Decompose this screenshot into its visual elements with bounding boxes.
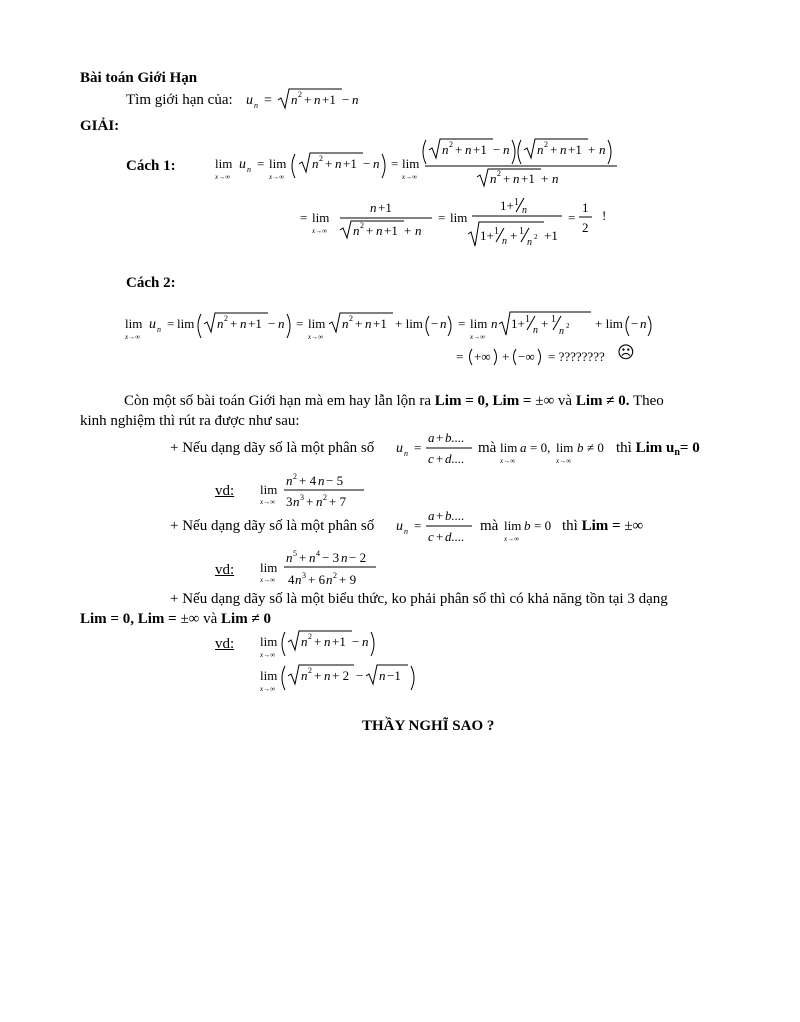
svg-text:lim: lim bbox=[125, 316, 143, 331]
svg-text:+: + bbox=[541, 316, 549, 331]
svg-text:x→∞: x→∞ bbox=[215, 173, 231, 181]
svg-text:x→∞: x→∞ bbox=[470, 333, 486, 341]
svg-text:u: u bbox=[149, 317, 156, 332]
svg-text:n: n bbox=[365, 316, 372, 331]
svg-text:− 5: − 5 bbox=[326, 473, 344, 488]
svg-text:−: − bbox=[356, 668, 364, 683]
pm-inf: ±∞ bbox=[535, 393, 555, 409]
svg-text:+ 9: + 9 bbox=[339, 572, 357, 587]
svg-text:+: + bbox=[304, 92, 312, 107]
svg-text:n: n bbox=[376, 223, 383, 238]
svg-text:n: n bbox=[560, 142, 567, 157]
svg-text:−: − bbox=[431, 316, 439, 331]
lim-zero: Lim = 0, bbox=[434, 393, 489, 409]
svg-text:=: = bbox=[300, 210, 308, 225]
svg-text:n: n bbox=[522, 205, 527, 216]
svg-text:x→∞: x→∞ bbox=[260, 651, 276, 659]
svg-text:3: 3 bbox=[302, 571, 306, 580]
method1-line1 bbox=[215, 136, 625, 197]
example3b-formula bbox=[260, 662, 430, 701]
svg-text:= 0: = 0 bbox=[534, 518, 552, 533]
svg-text:− 2: − 2 bbox=[349, 550, 367, 565]
svg-text:n: n bbox=[513, 171, 520, 186]
example2-formula-graphic bbox=[260, 547, 385, 589]
svg-text:lim: lim bbox=[260, 634, 278, 649]
rule3-text: + Nếu dạng dãy số là một biểu thức, ko phải phân số thì có khả năng tồn tại 3 dạng bbox=[170, 591, 668, 607]
svg-text:2: 2 bbox=[349, 314, 353, 323]
svg-text:=: = bbox=[296, 316, 304, 331]
rule3-lim-neq: Lim ≠ 0 bbox=[221, 611, 271, 627]
rule1-cond-graphic bbox=[500, 436, 615, 466]
svg-text:n: n bbox=[404, 449, 408, 458]
svg-text:x→∞: x→∞ bbox=[312, 227, 328, 235]
svg-text:n: n bbox=[552, 171, 559, 186]
example1-formula bbox=[260, 470, 370, 517]
svg-text:n: n bbox=[312, 156, 319, 171]
svg-text:b: b bbox=[577, 440, 584, 455]
svg-text:1+: 1+ bbox=[480, 228, 494, 243]
svg-text:u: u bbox=[239, 157, 246, 172]
rule1-then: thì bbox=[616, 440, 632, 456]
svg-text:2: 2 bbox=[449, 140, 453, 149]
svg-text:2: 2 bbox=[323, 493, 327, 502]
svg-text:n: n bbox=[440, 316, 447, 331]
svg-text:2: 2 bbox=[298, 90, 302, 99]
svg-text:+1: +1 bbox=[322, 92, 336, 107]
svg-text:+: + bbox=[436, 451, 444, 466]
svg-text:=: = bbox=[414, 518, 422, 533]
rule1-result-lim: Lim u bbox=[635, 440, 675, 456]
svg-text:n: n bbox=[278, 316, 285, 331]
svg-text:3: 3 bbox=[300, 493, 304, 502]
svg-text:− 3: − 3 bbox=[322, 550, 340, 565]
svg-text:a: a bbox=[428, 508, 435, 523]
svg-text:−: − bbox=[352, 634, 360, 649]
svg-text:b....: b.... bbox=[445, 430, 465, 445]
para1-text: Còn một số bài toán Giới hạn mà em hay lẫn lộn ra bbox=[124, 393, 432, 409]
svg-text:n: n bbox=[157, 325, 161, 334]
svg-text:lim: lim bbox=[177, 316, 195, 331]
svg-text:=: = bbox=[458, 316, 466, 331]
svg-text:≠ 0: ≠ 0 bbox=[587, 440, 604, 455]
svg-text:+: + bbox=[299, 550, 307, 565]
svg-text:lim: lim bbox=[450, 210, 468, 225]
svg-text:−∞: −∞ bbox=[518, 349, 535, 364]
para1-end: Theo bbox=[632, 393, 664, 409]
page-title: Bài toán Giới Hạn bbox=[80, 70, 198, 86]
svg-text:1: 1 bbox=[519, 226, 524, 237]
svg-text:=: = bbox=[414, 440, 422, 455]
svg-text:n: n bbox=[324, 668, 331, 683]
svg-text:−: − bbox=[363, 156, 371, 171]
rule2-formula-graphic bbox=[394, 506, 474, 546]
svg-text:n: n bbox=[254, 101, 258, 110]
svg-text:x→∞: x→∞ bbox=[504, 535, 520, 543]
svg-text:+1: +1 bbox=[343, 156, 357, 171]
rule3-pm-inf: ±∞ bbox=[180, 611, 200, 627]
rule1-result bbox=[616, 440, 700, 458]
task-label: Tìm giới hạn của: bbox=[126, 92, 233, 108]
svg-text:lim: lim bbox=[269, 156, 287, 171]
rule1-text: + Nếu dạng dãy số là một phân số bbox=[170, 440, 375, 456]
svg-text:x→∞: x→∞ bbox=[260, 576, 276, 584]
svg-text:1+: 1+ bbox=[500, 198, 514, 213]
svg-text:n: n bbox=[314, 92, 321, 107]
svg-text:lim: lim bbox=[312, 210, 330, 225]
svg-text:n: n bbox=[286, 473, 293, 488]
svg-text:b: b bbox=[524, 518, 531, 533]
svg-text:2: 2 bbox=[333, 571, 337, 580]
svg-text:= ????????: = ???????? bbox=[548, 349, 605, 364]
solution-heading: GIẢI: bbox=[80, 118, 120, 134]
svg-text:lim: lim bbox=[402, 156, 420, 171]
svg-text:+ lim: + lim bbox=[395, 316, 423, 331]
svg-text:n: n bbox=[291, 92, 298, 107]
svg-text:−: − bbox=[631, 316, 639, 331]
task-formula-graphic bbox=[244, 86, 374, 112]
paragraph-line2: kinh nghiệm thì rút ra được như sau: bbox=[80, 413, 300, 429]
svg-text:=: = bbox=[264, 93, 272, 108]
svg-text:+: + bbox=[355, 316, 363, 331]
svg-text:n: n bbox=[373, 156, 380, 171]
task-statement bbox=[126, 92, 233, 109]
example3b-formula-graphic bbox=[260, 662, 430, 696]
svg-text:+ 7: + 7 bbox=[329, 494, 347, 509]
svg-text:n: n bbox=[490, 171, 497, 186]
rule2-cond-pre: mà bbox=[480, 518, 499, 534]
svg-text:lim: lim bbox=[308, 316, 326, 331]
svg-text:lim: lim bbox=[260, 560, 278, 575]
svg-text:+1: +1 bbox=[384, 223, 398, 238]
and-word: và bbox=[557, 393, 573, 409]
svg-text:n: n bbox=[318, 473, 325, 488]
method2-label: Cách 2: bbox=[126, 275, 176, 291]
svg-text:+: + bbox=[306, 494, 314, 509]
example2-label: vd: bbox=[215, 562, 235, 578]
svg-text:n: n bbox=[352, 92, 359, 107]
svg-text:+1: +1 bbox=[521, 171, 535, 186]
rule2-result bbox=[562, 518, 643, 535]
svg-text:+: + bbox=[366, 223, 374, 238]
svg-text:=: = bbox=[257, 156, 265, 171]
svg-text:n: n bbox=[370, 200, 377, 215]
svg-text:4: 4 bbox=[316, 549, 320, 558]
closing-question: THẦY NGHĨ SAO ? bbox=[362, 718, 495, 734]
svg-text:+: + bbox=[550, 142, 558, 157]
svg-text:+1: +1 bbox=[544, 228, 558, 243]
svg-text:n: n bbox=[533, 325, 538, 336]
example2-formula bbox=[260, 547, 385, 594]
svg-text:n: n bbox=[442, 142, 449, 157]
method1-label: Cách 1: bbox=[126, 158, 176, 174]
svg-text:+: + bbox=[455, 142, 463, 157]
svg-text:n: n bbox=[293, 494, 300, 509]
method1-line1-graphic bbox=[215, 136, 625, 192]
rule2-pm-inf: ±∞ bbox=[624, 518, 644, 534]
rule2-result-lim: Lim = bbox=[581, 518, 621, 534]
svg-text:n: n bbox=[559, 326, 564, 337]
svg-text:n: n bbox=[217, 316, 224, 331]
rule1-result-sub: n bbox=[674, 447, 680, 458]
svg-text:n: n bbox=[379, 668, 386, 683]
svg-text:+: + bbox=[436, 430, 444, 445]
rule3-lim-zero-inf: Lim = 0, Lim = bbox=[80, 611, 177, 627]
rule1-formula-graphic bbox=[394, 428, 474, 468]
svg-text:n: n bbox=[491, 316, 498, 331]
method2-line1-graphic bbox=[125, 308, 665, 344]
svg-text:x→∞: x→∞ bbox=[260, 685, 276, 693]
svg-text:lim: lim bbox=[260, 668, 278, 683]
svg-text:+: + bbox=[436, 508, 444, 523]
svg-text:n: n bbox=[362, 634, 369, 649]
svg-text:c: c bbox=[428, 451, 434, 466]
lim-inf: Lim = bbox=[492, 393, 532, 409]
svg-text:d....: d.... bbox=[445, 529, 465, 544]
svg-text:n: n bbox=[335, 156, 342, 171]
svg-text:1: 1 bbox=[525, 314, 530, 325]
lim-word: Lim bbox=[575, 393, 603, 409]
svg-text:a: a bbox=[520, 440, 527, 455]
svg-text:x→∞: x→∞ bbox=[308, 333, 324, 341]
svg-text:+: + bbox=[510, 228, 518, 243]
svg-text:3: 3 bbox=[286, 494, 293, 509]
svg-text:n: n bbox=[301, 634, 308, 649]
svg-text:u: u bbox=[246, 93, 253, 108]
paragraph-intro bbox=[124, 393, 664, 410]
svg-text:1: 1 bbox=[582, 200, 589, 215]
rule1-cond-pre: mà bbox=[478, 440, 497, 456]
method1-line2-graphic bbox=[300, 192, 620, 252]
svg-text:n: n bbox=[240, 316, 247, 331]
rule2-cond bbox=[504, 514, 564, 549]
svg-text:n: n bbox=[640, 316, 647, 331]
svg-text:n: n bbox=[324, 634, 331, 649]
svg-text:4: 4 bbox=[288, 572, 295, 587]
svg-text:n: n bbox=[295, 572, 302, 587]
svg-text:n: n bbox=[341, 550, 348, 565]
svg-text:5: 5 bbox=[293, 549, 297, 558]
sad-face-icon: ☹ bbox=[617, 343, 635, 363]
svg-text:u: u bbox=[396, 441, 403, 456]
svg-text:n: n bbox=[326, 572, 333, 587]
svg-text:c: c bbox=[428, 529, 434, 544]
svg-text:= 0,: = 0, bbox=[530, 440, 551, 455]
svg-text:lim: lim bbox=[504, 518, 522, 533]
rule2-cond-graphic bbox=[504, 514, 564, 544]
svg-text:=: = bbox=[167, 316, 175, 331]
svg-text:n: n bbox=[404, 527, 408, 536]
task-formula bbox=[244, 86, 374, 117]
svg-text:2: 2 bbox=[308, 666, 312, 675]
svg-text:−1: −1 bbox=[387, 668, 401, 683]
rule1-cond bbox=[500, 436, 615, 471]
svg-text:+ 4: + 4 bbox=[299, 473, 317, 488]
svg-text:+1: +1 bbox=[378, 200, 392, 215]
svg-text:2: 2 bbox=[497, 169, 501, 178]
svg-text:lim: lim bbox=[260, 482, 278, 497]
svg-text:−: − bbox=[268, 316, 276, 331]
rule2-then: thì bbox=[562, 518, 578, 534]
svg-text:a: a bbox=[428, 430, 435, 445]
svg-text:x→∞: x→∞ bbox=[125, 333, 141, 341]
example1-label: vd: bbox=[215, 483, 235, 499]
svg-text:+: + bbox=[503, 171, 511, 186]
svg-text:2: 2 bbox=[360, 221, 364, 230]
svg-text:+1: +1 bbox=[568, 142, 582, 157]
svg-text:x→∞: x→∞ bbox=[402, 173, 418, 181]
rule1-result-end: = 0 bbox=[679, 440, 700, 456]
rule2-formula bbox=[394, 506, 474, 551]
svg-text:+ 6: + 6 bbox=[308, 572, 326, 587]
svg-text:n: n bbox=[415, 223, 422, 238]
svg-text:+: + bbox=[588, 142, 596, 157]
svg-text:=: = bbox=[391, 156, 399, 171]
svg-text:x→∞: x→∞ bbox=[556, 457, 572, 465]
svg-text:x→∞: x→∞ bbox=[269, 173, 285, 181]
svg-text:1: 1 bbox=[494, 226, 499, 237]
svg-text:!: ! bbox=[602, 208, 607, 223]
svg-text:2: 2 bbox=[319, 154, 323, 163]
svg-text:b....: b.... bbox=[445, 508, 465, 523]
svg-text:n: n bbox=[502, 236, 507, 247]
svg-text:2: 2 bbox=[566, 322, 570, 330]
svg-text:n: n bbox=[527, 237, 532, 248]
svg-text:+1: +1 bbox=[332, 634, 346, 649]
method2-line1 bbox=[125, 308, 665, 349]
rule2-text: + Nếu dạng dãy số là một phân số bbox=[170, 518, 375, 534]
svg-text:lim: lim bbox=[556, 440, 574, 455]
svg-text:n: n bbox=[599, 142, 606, 157]
svg-text:x→∞: x→∞ bbox=[500, 457, 516, 465]
svg-text:x→∞: x→∞ bbox=[260, 498, 276, 506]
svg-text:n: n bbox=[286, 550, 293, 565]
svg-text:n: n bbox=[503, 142, 510, 157]
svg-text:n: n bbox=[353, 223, 360, 238]
svg-text:=: = bbox=[568, 210, 576, 225]
svg-text:+1: +1 bbox=[373, 316, 387, 331]
svg-text:+: + bbox=[325, 156, 333, 171]
svg-text:=: = bbox=[456, 349, 464, 364]
svg-text:+∞: +∞ bbox=[474, 349, 491, 364]
svg-text:lim: lim bbox=[470, 316, 488, 331]
svg-text:1: 1 bbox=[514, 197, 519, 208]
svg-text:=: = bbox=[438, 210, 446, 225]
method1-line2 bbox=[300, 192, 620, 257]
svg-text:+: + bbox=[436, 529, 444, 544]
svg-text:n: n bbox=[465, 142, 472, 157]
svg-text:lim: lim bbox=[500, 440, 518, 455]
svg-text:n: n bbox=[342, 316, 349, 331]
rule3-and: và bbox=[203, 611, 218, 627]
svg-text:+: + bbox=[541, 171, 549, 186]
svg-text:n: n bbox=[247, 165, 251, 174]
svg-text:+1: +1 bbox=[473, 142, 487, 157]
svg-text:+: + bbox=[230, 316, 238, 331]
svg-text:2: 2 bbox=[582, 220, 589, 235]
svg-text:2: 2 bbox=[544, 140, 548, 149]
rule3-line2 bbox=[80, 611, 271, 628]
svg-text:2: 2 bbox=[224, 314, 228, 323]
svg-text:n: n bbox=[316, 494, 323, 509]
svg-text:1+: 1+ bbox=[511, 316, 525, 331]
svg-text:+: + bbox=[314, 668, 322, 683]
svg-text:n: n bbox=[537, 142, 544, 157]
svg-text:d....: d.... bbox=[445, 451, 465, 466]
svg-text:1: 1 bbox=[551, 314, 556, 325]
svg-text:2: 2 bbox=[534, 233, 538, 241]
svg-text:−: − bbox=[493, 142, 501, 157]
svg-text:n: n bbox=[301, 668, 308, 683]
example1-formula-graphic bbox=[260, 470, 370, 512]
svg-text:2: 2 bbox=[308, 632, 312, 641]
svg-text:2: 2 bbox=[293, 472, 297, 481]
svg-text:+: + bbox=[314, 634, 322, 649]
svg-text:+ 2: + 2 bbox=[332, 668, 350, 683]
example3a-formula-graphic bbox=[260, 628, 420, 662]
svg-text:lim: lim bbox=[215, 156, 233, 171]
svg-text:n: n bbox=[309, 550, 316, 565]
example3-label: vd: bbox=[215, 636, 235, 652]
svg-text:−: − bbox=[342, 92, 350, 107]
svg-text:u: u bbox=[396, 519, 403, 534]
svg-text:+: + bbox=[502, 349, 510, 364]
neq-zero: ≠ 0. bbox=[606, 393, 630, 409]
svg-text:+ lim: + lim bbox=[595, 316, 623, 331]
rule1-formula bbox=[394, 428, 474, 473]
svg-text:+: + bbox=[404, 223, 412, 238]
svg-text:+1: +1 bbox=[248, 316, 262, 331]
